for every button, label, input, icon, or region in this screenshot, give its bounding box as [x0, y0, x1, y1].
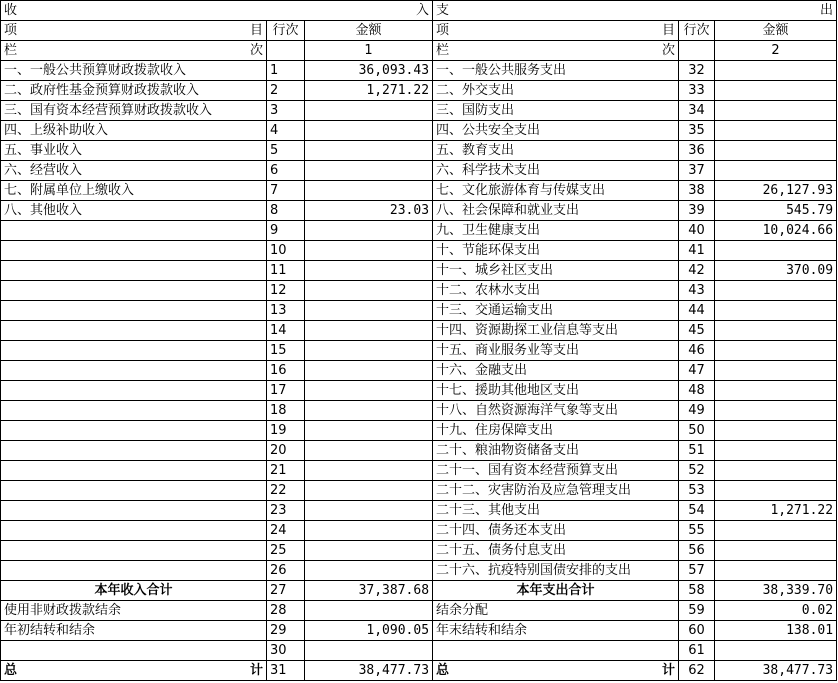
expense-item-cell: 二十一、国有资本经营预算支出 — [433, 461, 679, 481]
income-item-cell: 三、国有资本经营预算财政拨款收入 — [1, 101, 267, 121]
expense-amount-cell — [715, 161, 837, 181]
table-row — [1, 481, 837, 501]
income-item-cell — [1, 541, 267, 561]
income-line-no-cell: 5 — [267, 141, 305, 161]
expense-line-no-cell: 39 — [679, 201, 715, 221]
income-line-no-cell: 3 — [267, 101, 305, 121]
income-amount-cell — [305, 361, 433, 381]
income-amount-cell — [305, 261, 433, 281]
expense-line-no-cell: 45 — [679, 321, 715, 341]
expense-amount-cell — [715, 521, 837, 541]
income-line-no-cell: 17 — [267, 381, 305, 401]
income-col-index-blank — [267, 41, 305, 61]
expense-amount-cell — [715, 401, 837, 421]
income-col-index: 1 — [305, 41, 433, 61]
expense-item-cell: 九、卫生健康支出 — [433, 221, 679, 241]
expense-line-no-cell: 35 — [679, 121, 715, 141]
expense-item-cell: 十、节能环保支出 — [433, 241, 679, 261]
table-row — [1, 521, 837, 541]
income-amount-cell — [305, 241, 433, 261]
col-right-label: 次 — [662, 43, 676, 58]
expense-amount-cell — [715, 481, 837, 501]
expense-line-no-cell: 52 — [679, 461, 715, 481]
item-left-label: 项 — [436, 23, 450, 38]
expense-amount-cell — [715, 321, 837, 341]
income-item-cell — [1, 321, 267, 341]
income-subtotal-amount: 37,387.68 — [305, 581, 433, 601]
income-item-cell — [1, 641, 267, 661]
income-amount-cell: 23.03 — [305, 201, 433, 221]
income-item-cell: 二、政府性基金预算财政拨款收入 — [1, 81, 267, 101]
table-row — [1, 561, 837, 581]
income-amount-cell — [305, 501, 433, 521]
expense-amount-cell — [715, 301, 837, 321]
income-item-cell: 七、附属单位上缴收入 — [1, 181, 267, 201]
expense-amount-cell — [715, 441, 837, 461]
expense-amount-cell: 545.79 — [715, 201, 837, 221]
table-row — [1, 601, 837, 621]
total-right-label: 计 — [249, 663, 263, 678]
expense-subtotal-amount: 38,339.70 — [715, 581, 837, 601]
expense-total-line-no: 62 — [679, 661, 715, 681]
table-row — [1, 501, 837, 521]
table-row — [1, 401, 837, 421]
income-line-no-header: 行次 — [267, 21, 305, 41]
table-row — [1, 221, 837, 241]
expense-col-index: 2 — [715, 41, 837, 61]
expense-amount-cell: 26,127.93 — [715, 181, 837, 201]
income-amount-cell — [305, 461, 433, 481]
expense-amount-cell — [715, 541, 837, 561]
expense-line-no-cell: 32 — [679, 61, 715, 81]
expense-total-amount: 38,477.73 — [715, 661, 837, 681]
expense-line-no-cell: 38 — [679, 181, 715, 201]
expense-amount-cell — [715, 241, 837, 261]
income-line-no-cell: 25 — [267, 541, 305, 561]
income-amount-cell — [305, 641, 433, 661]
expense-item-cell: 年末结转和结余 — [433, 621, 679, 641]
expense-amount-cell — [715, 641, 837, 661]
expense-item-cell: 三、国防支出 — [433, 101, 679, 121]
table-row — [1, 241, 837, 261]
income-right-label: 入 — [416, 3, 430, 18]
income-amount-cell — [305, 481, 433, 501]
income-item-cell: 六、经营收入 — [1, 161, 267, 181]
table-row — [1, 141, 837, 161]
table-row — [1, 201, 837, 221]
income-item-cell — [1, 461, 267, 481]
expense-item-cell: 六、科学技术支出 — [433, 161, 679, 181]
expense-amount-cell — [715, 141, 837, 161]
income-line-no-cell: 4 — [267, 121, 305, 141]
income-col-index-label — [1, 41, 267, 61]
expense-line-no-header: 行次 — [679, 21, 715, 41]
income-line-no-cell: 8 — [267, 201, 305, 221]
expense-amount-cell — [715, 361, 837, 381]
total-left-label: 总 — [436, 663, 450, 678]
income-line-no-cell: 18 — [267, 401, 305, 421]
income-item-cell — [1, 441, 267, 461]
income-left-label: 收 — [4, 3, 18, 18]
income-subtotal-label: 本年收入合计 — [1, 581, 267, 601]
income-line-no-cell: 13 — [267, 301, 305, 321]
total-right-label: 计 — [662, 663, 676, 678]
income-amount-cell — [305, 181, 433, 201]
income-item-cell — [1, 481, 267, 501]
expense-item-cell: 十六、金融支出 — [433, 361, 679, 381]
expense-amount-cell — [715, 121, 837, 141]
income-amount-cell — [305, 141, 433, 161]
expense-amount-cell — [715, 61, 837, 81]
income-item-cell — [1, 261, 267, 281]
expense-col-index-label — [433, 41, 679, 61]
expense-item-cell: 十五、商业服务业等支出 — [433, 341, 679, 361]
expense-line-no-cell: 61 — [679, 641, 715, 661]
expense-line-no-cell: 57 — [679, 561, 715, 581]
expense-item-cell: 十八、自然资源海洋气象等支出 — [433, 401, 679, 421]
income-amount-cell — [305, 281, 433, 301]
expense-line-no-cell: 44 — [679, 301, 715, 321]
expense-amount-cell: 1,271.22 — [715, 501, 837, 521]
income-item-cell: 四、上级补助收入 — [1, 121, 267, 141]
table-row — [1, 281, 837, 301]
expense-line-no-cell: 42 — [679, 261, 715, 281]
table-row — [1, 301, 837, 321]
subtotal-row — [1, 581, 837, 601]
expense-amount-header: 金额 — [715, 21, 837, 41]
income-line-no-cell: 15 — [267, 341, 305, 361]
income-item-cell: 年初结转和结余 — [1, 621, 267, 641]
income-line-no-cell: 19 — [267, 421, 305, 441]
income-line-no-cell: 21 — [267, 461, 305, 481]
expense-line-no-cell: 47 — [679, 361, 715, 381]
expense-line-no-cell: 43 — [679, 281, 715, 301]
expense-item-cell: 五、教育支出 — [433, 141, 679, 161]
income-item-cell: 一、一般公共预算财政拨款收入 — [1, 61, 267, 81]
income-line-no-cell: 30 — [267, 641, 305, 661]
income-amount-cell: 1,271.22 — [305, 81, 433, 101]
income-section-header — [1, 1, 433, 21]
expense-item-cell: 十九、住房保障支出 — [433, 421, 679, 441]
expense-line-no-cell: 33 — [679, 81, 715, 101]
expense-line-no-cell: 54 — [679, 501, 715, 521]
table-row — [1, 361, 837, 381]
expense-item-cell: 二十六、抗疫特别国债安排的支出 — [433, 561, 679, 581]
col-right-label: 次 — [249, 43, 263, 58]
expense-item-cell: 结余分配 — [433, 601, 679, 621]
table-row — [1, 321, 837, 341]
income-line-no-cell: 12 — [267, 281, 305, 301]
income-line-no-cell: 1 — [267, 61, 305, 81]
income-amount-cell — [305, 341, 433, 361]
income-line-no-cell: 24 — [267, 521, 305, 541]
income-amount-cell — [305, 441, 433, 461]
income-amount-cell — [305, 561, 433, 581]
expense-item-cell — [433, 641, 679, 661]
income-line-no-cell: 16 — [267, 361, 305, 381]
expense-amount-cell — [715, 81, 837, 101]
income-amount-cell — [305, 101, 433, 121]
expense-item-cell: 十二、农林水支出 — [433, 281, 679, 301]
income-amount-cell — [305, 521, 433, 541]
expense-line-no-cell: 36 — [679, 141, 715, 161]
table-row — [1, 621, 837, 641]
expense-line-no-cell: 41 — [679, 241, 715, 261]
expense-line-no-cell: 51 — [679, 441, 715, 461]
expense-right-label: 出 — [820, 3, 834, 18]
expense-subtotal-label: 本年支出合计 — [433, 581, 679, 601]
expense-subtotal-line-no: 58 — [679, 581, 715, 601]
income-item-cell — [1, 561, 267, 581]
income-item-header — [1, 21, 267, 41]
income-line-no-cell: 6 — [267, 161, 305, 181]
expense-item-cell: 一、一般公共服务支出 — [433, 61, 679, 81]
expense-line-no-cell: 56 — [679, 541, 715, 561]
expense-left-label: 支 — [436, 3, 450, 18]
expense-amount-cell — [715, 421, 837, 441]
income-line-no-cell: 28 — [267, 601, 305, 621]
header-row-columns — [1, 21, 837, 41]
table-row — [1, 181, 837, 201]
item-left-label: 项 — [4, 23, 18, 38]
expense-item-cell: 二十三、其他支出 — [433, 501, 679, 521]
income-line-no-cell: 9 — [267, 221, 305, 241]
expense-line-no-cell: 53 — [679, 481, 715, 501]
expense-item-cell: 七、文化旅游体育与传媒支出 — [433, 181, 679, 201]
expense-amount-cell — [715, 561, 837, 581]
expense-total-label — [433, 661, 679, 681]
income-item-cell: 五、事业收入 — [1, 141, 267, 161]
expense-item-header — [433, 21, 679, 41]
expense-item-cell: 二十四、债务还本支出 — [433, 521, 679, 541]
expense-item-cell: 十三、交通运输支出 — [433, 301, 679, 321]
income-item-cell: 使用非财政拨款结余 — [1, 601, 267, 621]
expense-item-cell: 八、社会保障和就业支出 — [433, 201, 679, 221]
expense-line-no-cell: 46 — [679, 341, 715, 361]
income-line-no-cell: 11 — [267, 261, 305, 281]
income-amount-cell — [305, 221, 433, 241]
income-amount-cell: 1,090.05 — [305, 621, 433, 641]
income-amount-cell — [305, 601, 433, 621]
income-item-cell — [1, 301, 267, 321]
expense-item-cell: 十四、资源勘探工业信息等支出 — [433, 321, 679, 341]
expense-item-cell: 四、公共安全支出 — [433, 121, 679, 141]
income-total-amount: 38,477.73 — [305, 661, 433, 681]
item-right-label: 目 — [249, 23, 263, 38]
table-row — [1, 61, 837, 81]
expense-amount-cell: 138.01 — [715, 621, 837, 641]
expense-amount-cell — [715, 281, 837, 301]
table-row — [1, 541, 837, 561]
table-row — [1, 441, 837, 461]
expense-amount-cell: 0.02 — [715, 601, 837, 621]
expense-line-no-cell: 60 — [679, 621, 715, 641]
income-item-cell — [1, 241, 267, 261]
income-item-cell — [1, 521, 267, 541]
table-row — [1, 81, 837, 101]
expense-line-no-cell: 55 — [679, 521, 715, 541]
table-row — [1, 161, 837, 181]
expense-item-cell: 二十、粮油物资储备支出 — [433, 441, 679, 461]
total-row — [1, 661, 837, 681]
income-item-cell — [1, 401, 267, 421]
expense-line-no-cell: 37 — [679, 161, 715, 181]
expense-line-no-cell: 59 — [679, 601, 715, 621]
expense-amount-cell — [715, 101, 837, 121]
table-row — [1, 341, 837, 361]
income-line-no-cell: 29 — [267, 621, 305, 641]
table-row — [1, 381, 837, 401]
income-item-cell — [1, 381, 267, 401]
col-left-label: 栏 — [436, 43, 450, 58]
total-left-label: 总 — [4, 663, 18, 678]
income-item-cell — [1, 221, 267, 241]
expense-line-no-cell: 50 — [679, 421, 715, 441]
income-amount-cell — [305, 321, 433, 341]
income-line-no-cell: 20 — [267, 441, 305, 461]
income-subtotal-line-no: 27 — [267, 581, 305, 601]
expense-line-no-cell: 48 — [679, 381, 715, 401]
income-amount-cell — [305, 301, 433, 321]
income-line-no-cell: 23 — [267, 501, 305, 521]
income-line-no-cell: 26 — [267, 561, 305, 581]
income-total-label — [1, 661, 267, 681]
header-row-section — [1, 1, 837, 21]
table-row — [1, 641, 837, 661]
expense-line-no-cell: 49 — [679, 401, 715, 421]
income-item-cell — [1, 501, 267, 521]
income-line-no-cell: 22 — [267, 481, 305, 501]
expense-amount-cell — [715, 461, 837, 481]
income-item-cell — [1, 361, 267, 381]
income-amount-cell — [305, 121, 433, 141]
income-line-no-cell: 7 — [267, 181, 305, 201]
income-amount-cell — [305, 541, 433, 561]
expense-amount-cell: 370.09 — [715, 261, 837, 281]
income-line-no-cell: 10 — [267, 241, 305, 261]
income-total-line-no: 31 — [267, 661, 305, 681]
income-item-cell: 八、其他收入 — [1, 201, 267, 221]
expense-item-cell: 二十二、灾害防治及应急管理支出 — [433, 481, 679, 501]
expense-item-cell: 十七、援助其他地区支出 — [433, 381, 679, 401]
header-row-col-index — [1, 41, 837, 61]
expense-line-no-cell: 34 — [679, 101, 715, 121]
income-item-cell — [1, 421, 267, 441]
expense-amount-cell — [715, 341, 837, 361]
table-row — [1, 421, 837, 441]
income-amount-cell — [305, 401, 433, 421]
expense-section-header — [433, 1, 837, 21]
income-amount-cell: 36,093.43 — [305, 61, 433, 81]
income-item-cell — [1, 281, 267, 301]
expense-amount-cell: 10,024.66 — [715, 221, 837, 241]
item-right-label: 目 — [662, 23, 676, 38]
income-item-cell — [1, 341, 267, 361]
income-amount-cell — [305, 421, 433, 441]
expense-col-index-blank — [679, 41, 715, 61]
income-amount-header: 金额 — [305, 21, 433, 41]
col-left-label: 栏 — [4, 43, 18, 58]
income-amount-cell — [305, 381, 433, 401]
expense-amount-cell — [715, 381, 837, 401]
income-line-no-cell: 2 — [267, 81, 305, 101]
table-row — [1, 461, 837, 481]
expense-item-cell: 二十五、债务付息支出 — [433, 541, 679, 561]
income-amount-cell — [305, 161, 433, 181]
table-row — [1, 261, 837, 281]
expense-item-cell: 十一、城乡社区支出 — [433, 261, 679, 281]
expense-item-cell: 二、外交支出 — [433, 81, 679, 101]
table-row — [1, 121, 837, 141]
income-line-no-cell: 14 — [267, 321, 305, 341]
table-row — [1, 101, 837, 121]
expense-line-no-cell: 40 — [679, 221, 715, 241]
